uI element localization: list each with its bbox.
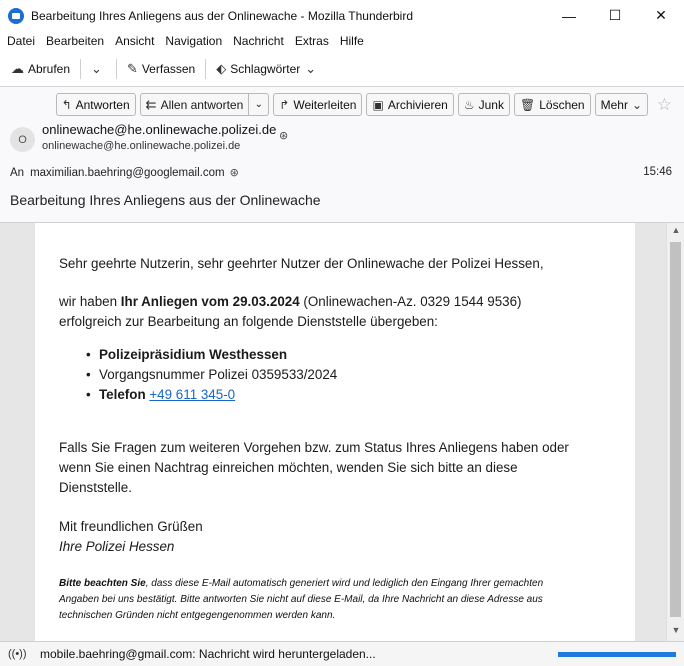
minimize-button[interactable]: — bbox=[562, 7, 576, 24]
list-item bbox=[99, 345, 287, 364]
menu-navigation[interactable]: Navigation bbox=[165, 34, 223, 48]
archive-button[interactable] bbox=[366, 93, 453, 116]
body-line-1-bold: Ihr Anliegen vom 29.03.2024 bbox=[120, 294, 300, 309]
menu-bearbeiten[interactable]: Bearbeiten bbox=[46, 34, 105, 48]
menu-bar bbox=[0, 31, 684, 51]
scrollbar-thumb[interactable] bbox=[670, 242, 681, 617]
reply-all-button[interactable] bbox=[140, 93, 270, 116]
message-body-area bbox=[0, 223, 666, 641]
maximize-button[interactable]: ☐ bbox=[608, 7, 622, 23]
reply-button[interactable] bbox=[56, 93, 136, 116]
progress-bar bbox=[558, 652, 676, 657]
closing: Mit freundlichen Grüßen bbox=[59, 519, 203, 534]
window-controls bbox=[546, 0, 684, 31]
status-text: mobile.baehring@gmail.com: Nachricht wird heruntergeladen... bbox=[40, 647, 376, 661]
reply-label: Antworten bbox=[75, 97, 130, 112]
forward-icon: ↱ bbox=[279, 97, 290, 112]
note-line-1 bbox=[59, 576, 543, 592]
reply-all-icon: ⇇ bbox=[145, 96, 157, 112]
main-toolbar bbox=[0, 51, 684, 87]
scroll-up-icon[interactable]: ▲ bbox=[671, 225, 681, 235]
body-line-2: erfolgreich zur Bearbeitung an folgende Dienststelle übergeben: bbox=[59, 314, 438, 329]
write-label: Verfassen bbox=[141, 61, 196, 76]
body-line-1 bbox=[59, 292, 522, 311]
menu-nachricht[interactable]: Nachricht bbox=[233, 34, 284, 48]
contact-icon[interactable]: ⊛ bbox=[279, 130, 289, 142]
star-icon[interactable]: ☆ bbox=[656, 95, 672, 114]
list-item bbox=[99, 385, 235, 404]
signature: Ihre Polizei Hessen bbox=[59, 539, 175, 554]
delete-label: Löschen bbox=[539, 97, 585, 112]
title-bar bbox=[0, 0, 684, 31]
from-name[interactable]: onlinewache@he.onlinewache.polizei.de bbox=[42, 122, 277, 137]
toolbar-separator bbox=[80, 59, 81, 79]
note-bold: Bitte beachten Sie bbox=[59, 578, 146, 589]
message-scrollbar[interactable] bbox=[666, 223, 684, 641]
chevron-down-icon: ⌄ bbox=[631, 97, 642, 112]
chevron-down-icon: ⌄ bbox=[305, 60, 317, 76]
status-bar bbox=[0, 641, 684, 666]
get-mail-button[interactable] bbox=[6, 56, 75, 82]
para2-line-2: wenn Sie einen Nachtrag einreichen möchten, wenden Sie sich bitte an diese bbox=[59, 460, 518, 475]
message-actions bbox=[52, 93, 648, 116]
chevron-down-icon: ⌄ bbox=[254, 99, 263, 110]
write-button[interactable] bbox=[122, 56, 200, 82]
bullet-3-label: Telefon bbox=[99, 387, 146, 402]
scroll-down-icon[interactable]: ▼ bbox=[671, 625, 681, 635]
toolbar-separator bbox=[116, 59, 117, 79]
close-button[interactable]: ✕ bbox=[655, 7, 667, 23]
note-line-3: technischen Gründen nicht entgegengenommen werden kann. bbox=[59, 610, 336, 621]
trash-icon: 🗑 bbox=[519, 97, 536, 112]
list-item bbox=[99, 365, 337, 384]
toolbar-separator bbox=[205, 59, 206, 79]
reply-icon: ↰ bbox=[61, 97, 72, 112]
forward-label: Weiterleiten bbox=[293, 97, 357, 112]
message-header bbox=[0, 87, 684, 223]
flame-icon: ♨ bbox=[463, 97, 475, 112]
message-subject: Bearbeitung Ihres Anliegens aus der Onlinewache bbox=[10, 192, 321, 208]
bullet-1: Polizeipräsidium Westhessen bbox=[99, 347, 288, 362]
reply-all-main[interactable] bbox=[141, 97, 249, 113]
note-line-1-rest: , dass diese E-Mail automatisch generiert wird und lediglich den Eingang Ihrer gemachten bbox=[145, 578, 544, 589]
greeting: Sehr geehrte Nutzerin, sehr geehrter Nutzer der Onlinewache der Polizei Hessen, bbox=[59, 256, 544, 271]
tags-label: Schlagwörter bbox=[230, 61, 301, 76]
more-label: Mehr bbox=[600, 97, 628, 112]
message-content bbox=[35, 223, 635, 641]
bullet-2: Vorgangsnummer Polizei 0359533/2024 bbox=[99, 367, 338, 382]
archive-label: Archivieren bbox=[387, 97, 448, 112]
online-status-icon[interactable]: ((•)) bbox=[8, 648, 27, 660]
thunderbird-logo-icon bbox=[8, 8, 24, 24]
tags-button[interactable] bbox=[211, 56, 321, 82]
junk-label: Junk bbox=[478, 97, 504, 112]
pencil-icon: ✎ bbox=[126, 60, 138, 76]
phone-link[interactable]: +49 611 345-0 bbox=[149, 387, 236, 402]
to-label: An bbox=[10, 166, 25, 179]
junk-button[interactable] bbox=[458, 93, 510, 116]
chevron-down-icon: ⌄ bbox=[91, 60, 102, 76]
archive-icon: ▣ bbox=[372, 97, 384, 112]
forward-button[interactable] bbox=[273, 93, 362, 116]
menu-extras[interactable]: Extras bbox=[294, 34, 329, 48]
tag-icon: ⬖ bbox=[216, 60, 227, 76]
menu-ansicht[interactable]: Ansicht bbox=[115, 34, 155, 48]
to-row bbox=[10, 166, 239, 179]
para2-line-1: Falls Sie Fragen zum weiteren Vorgehen bzw. zum Status Ihres Anliegens haben oder bbox=[59, 440, 569, 455]
note-line-2: Angaben bei uns bestätigt. Bitte antworten Sie nicht auf diese E-Mail, da Ihre Nachricht an diese Adresse aus bbox=[59, 594, 543, 605]
get-mail-label: Abrufen bbox=[28, 61, 71, 76]
para2-line-3: Dienststelle. bbox=[59, 480, 132, 495]
window-title: Bearbeitung Ihres Anliegens aus der Onlinewache - Mozilla Thunderbird bbox=[31, 8, 414, 23]
menu-hilfe[interactable]: Hilfe bbox=[339, 34, 364, 48]
reply-all-label: Allen antworten bbox=[160, 97, 244, 112]
cloud-download-icon: ☁ bbox=[11, 60, 24, 76]
from-address: onlinewache@he.onlinewache.polizei.de bbox=[42, 140, 241, 152]
reply-all-dropdown[interactable] bbox=[248, 94, 268, 115]
to-address[interactable]: maximilian.baehring@googlemail.com bbox=[30, 166, 225, 179]
get-mail-dropdown[interactable] bbox=[86, 56, 111, 82]
message-time: 15:46 bbox=[643, 166, 672, 178]
body-line-1-suffix: (Onlinewachen-Az. 0329 1544 9536) bbox=[299, 294, 522, 309]
contact-icon[interactable]: ⊛ bbox=[229, 167, 239, 179]
body-line-1-prefix: wir haben bbox=[59, 294, 121, 309]
menu-datei[interactable]: Datei bbox=[7, 34, 36, 48]
avatar: O bbox=[10, 127, 35, 152]
more-button[interactable] bbox=[595, 93, 648, 116]
delete-button[interactable] bbox=[514, 93, 591, 116]
progress-fill bbox=[558, 652, 676, 657]
